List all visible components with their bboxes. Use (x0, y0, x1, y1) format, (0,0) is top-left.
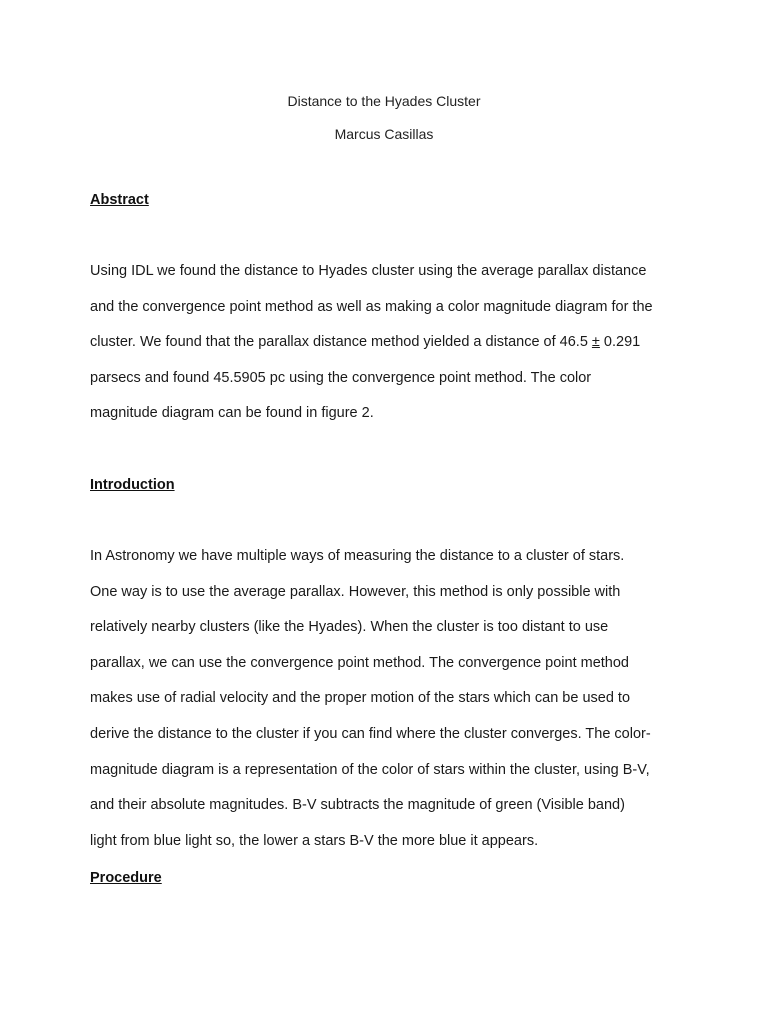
introduction-line: parallax, we can use the convergence point method. The convergence point method (90, 654, 629, 671)
abstract-line: magnitude diagram can be found in figure 2. (90, 405, 374, 422)
introduction-line: and their absolute magnitudes. B-V subtracts the magnitude of green (Visible band) (90, 797, 625, 814)
introduction-line: magnitude diagram is a representation of the color of stars within the cluster, using B-V, (90, 761, 650, 778)
introduction-line: In Astronomy we have multiple ways of measuring the distance to a cluster of stars. (90, 548, 625, 564)
introduction-line: derive the distance to the cluster if you can find where the cluster converges. The color- (90, 725, 651, 742)
introduction-line: light from blue light so, the lower a stars B-V the more blue it appears. (90, 832, 539, 849)
abstract-line: cluster. We found that the parallax distance method yielded a distance of 46.5 ± 0.291 (90, 334, 641, 351)
introduction-heading: Introduction (90, 477, 175, 493)
abstract-heading: Abstract (90, 192, 149, 208)
abstract-line: and the convergence point method as well as making a color magnitude diagram for the (90, 298, 653, 315)
introduction-paragraph (90, 547, 690, 867)
introduction-line: One way is to use the average parallax. However, this method is only possible with (90, 583, 621, 600)
paper-author: Marcus Casillas (334, 126, 434, 142)
introduction-line: relatively nearby clusters (like the Hyades). When the cluster is too distant to use (90, 619, 609, 636)
abstract-paragraph (90, 262, 690, 440)
abstract-line: parsecs and found 45.5905 pc using the convergence point method. The color (90, 369, 592, 386)
paper-title: Distance to the Hyades Cluster (287, 93, 481, 109)
introduction-line: makes use of radial velocity and the proper motion of the stars which can be used to (90, 690, 631, 707)
plus-minus-symbol: ± (591, 334, 600, 351)
abstract-line: Using IDL we found the distance to Hyades cluster using the average parallax distance (90, 263, 647, 279)
procedure-heading: Procedure (90, 870, 162, 886)
